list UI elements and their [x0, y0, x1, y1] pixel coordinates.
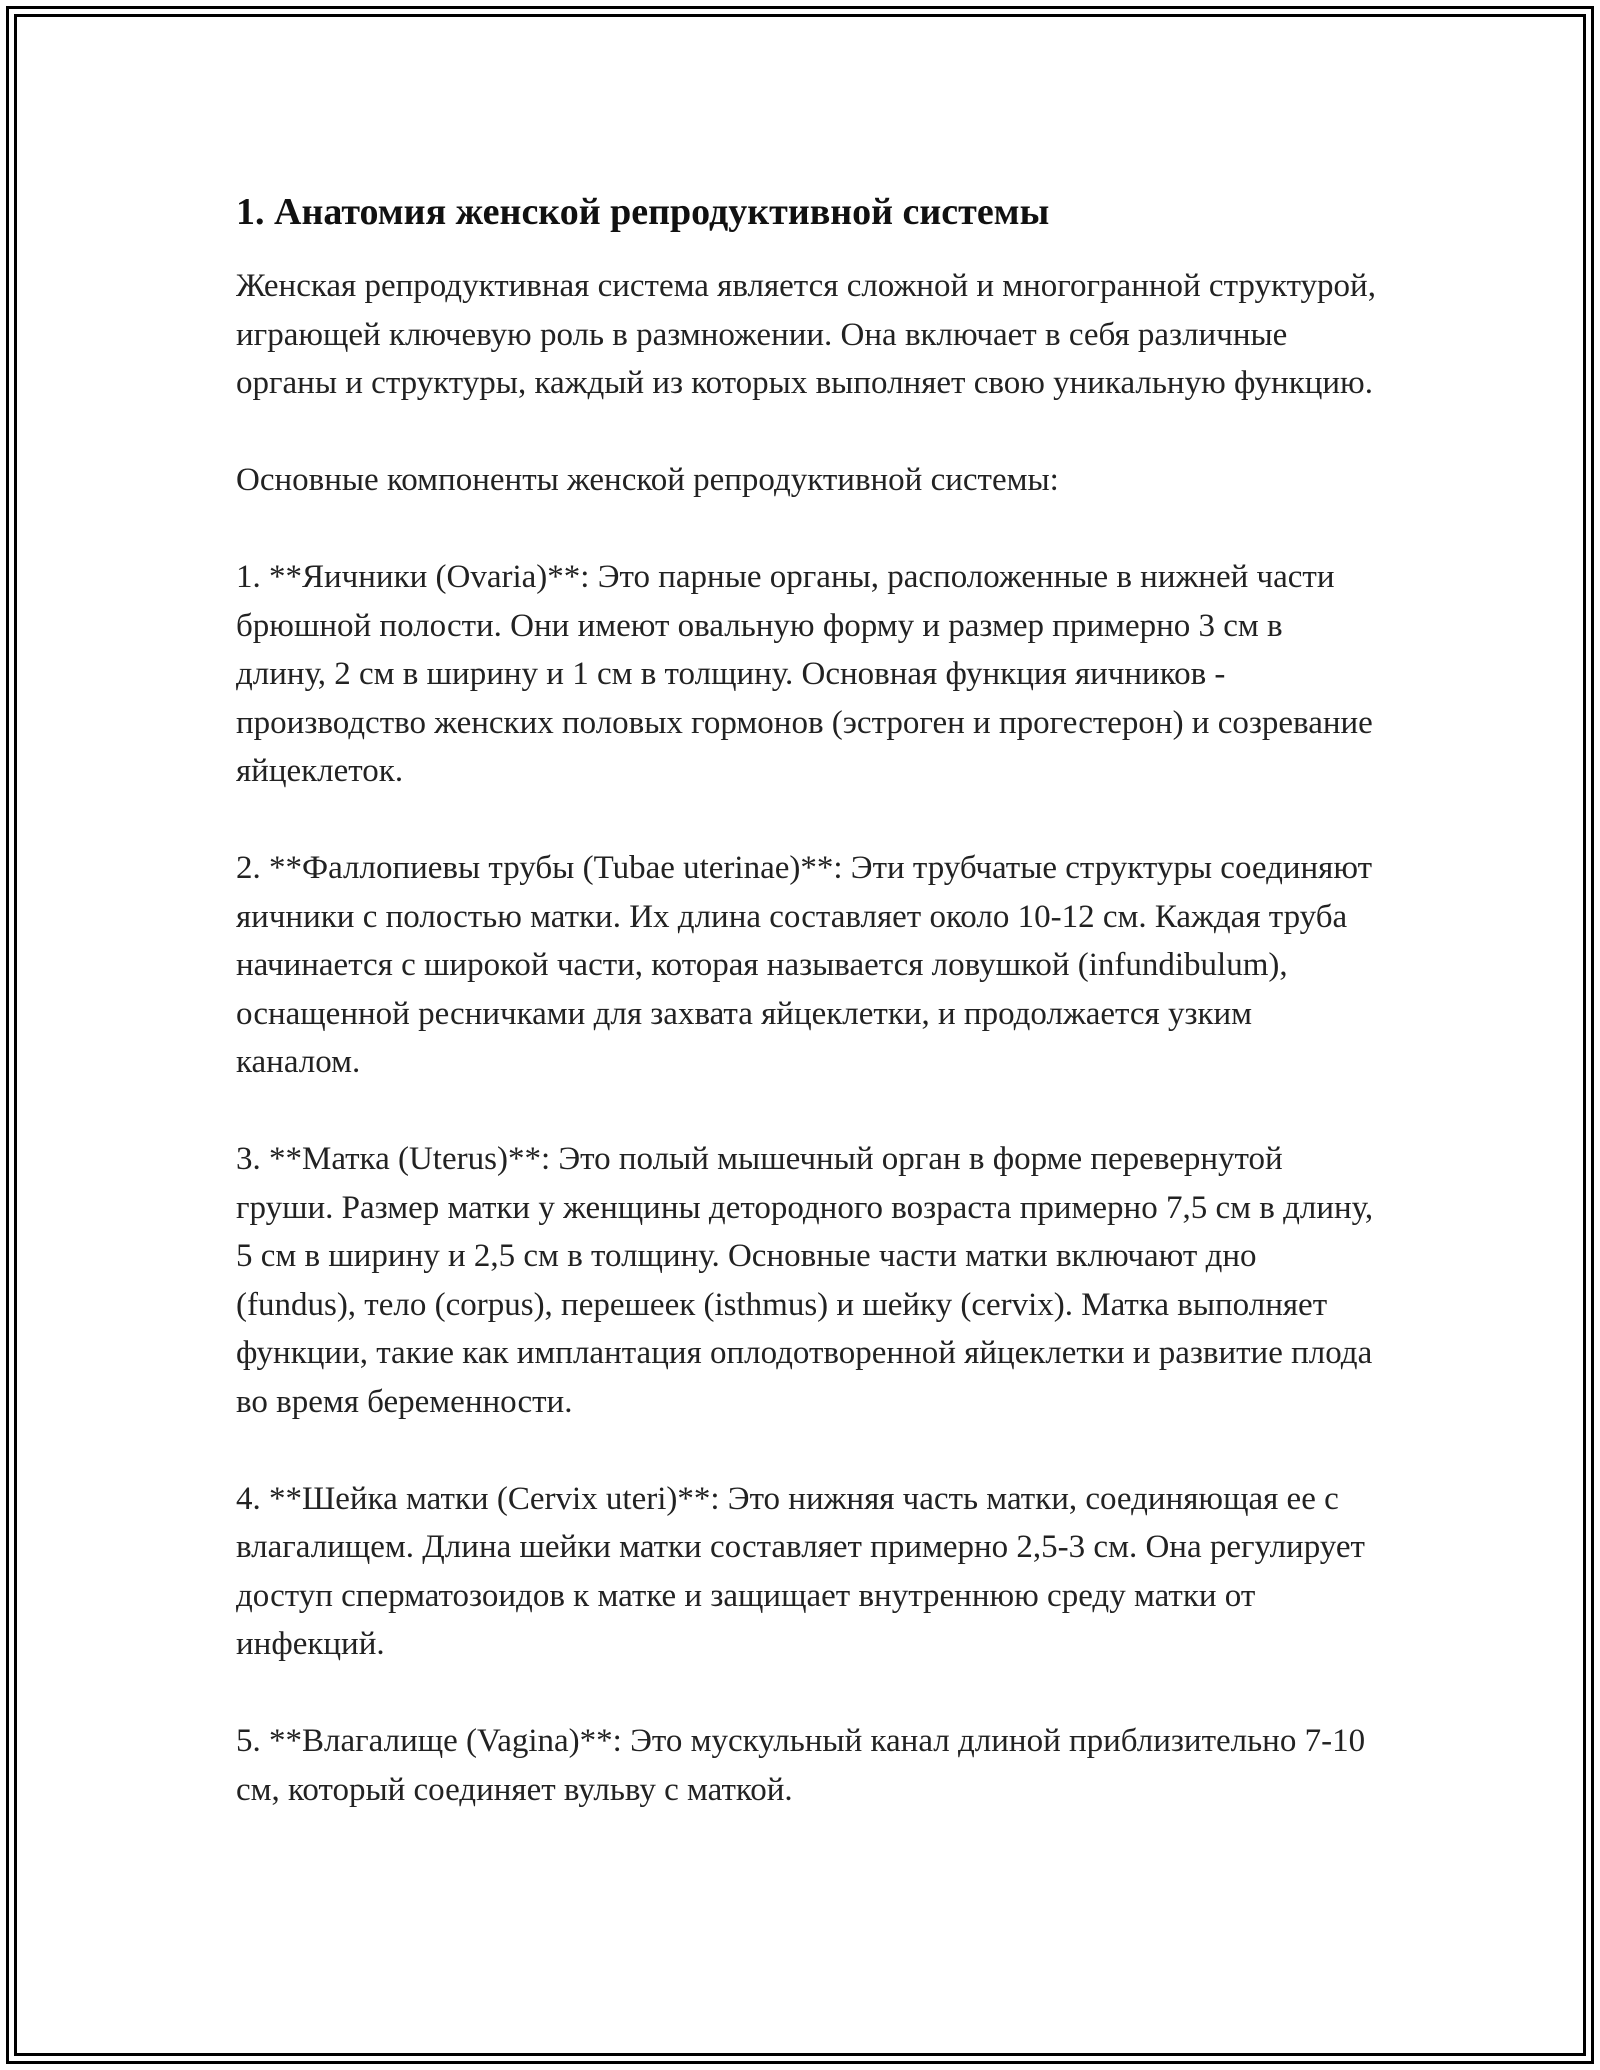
components-intro-paragraph: Основные компоненты женской репродуктивной системы: [236, 462, 1059, 498]
document-body [236, 188, 1376, 1814]
section-heading: 1. Анатомия женской репродуктивной системы [236, 191, 1050, 233]
list-item-fallopian-tubes: 2. **Фаллопиевы трубы (Tubae uterinae)**: Эти трубчатые структуры соединяют яичники с полостью матки. Их длина составляет около 10-12 см. Каждая труба начинается с широкой части, которая называется ловушкой (infundibulum), оснащенной ресничками для захвата яйцеклетки, и продолжается узким каналом. [236, 850, 1373, 1080]
list-item-vagina: 5. **Влагалище (Vagina)**: Это мускульный канал длиной приблизительно 7-10 см, который соединяет вульву с маткой. [236, 1723, 1366, 1808]
intro-paragraph: Женская репродуктивная система является сложной и многогранной структурой, играющей ключевую роль в размножении. Она включает в себя различные органы и структуры, каждый из которых выполняет свою уникальную функцию. [236, 268, 1376, 401]
list-item-uterus: 3. **Матка (Uterus)**: Это полый мышечный орган в форме перевернутой груши. Размер матки у женщины детородного возраста примерно 7,5 см в длину, 5 см в ширину и 2,5 см в толщину. Основные части матки включают дно (fundus), тело (corpus), перешеек (isthmus) и шейку (cervix). Матка выполняет функции, такие как имплантация оплодотворенной яйцеклетки и развитие плода во время беременности. [236, 1141, 1374, 1420]
list-item-cervix: 4. **Шейка матки (Cervix uteri)**: Это нижняя часть матки, соединяющая ее с влагалищем. Длина шейки матки составляет примерно 2,5-3 см. Она регулирует доступ сперматозоидов к матке и защищает внутреннюю среду матки от инфекций. [236, 1480, 1365, 1662]
list-item-ovaries: 1. **Яичники (Ovaria)**: Это парные органы, расположенные в нижней части брюшной полости. Они имеют овальную форму и размер примерно 3 см в длину, 2 см в ширину и 1 см в толщину. Основная функция яичников - производство женских половых гормонов (эстроген и прогестерон) и созревание яйцеклеток. [236, 559, 1373, 789]
